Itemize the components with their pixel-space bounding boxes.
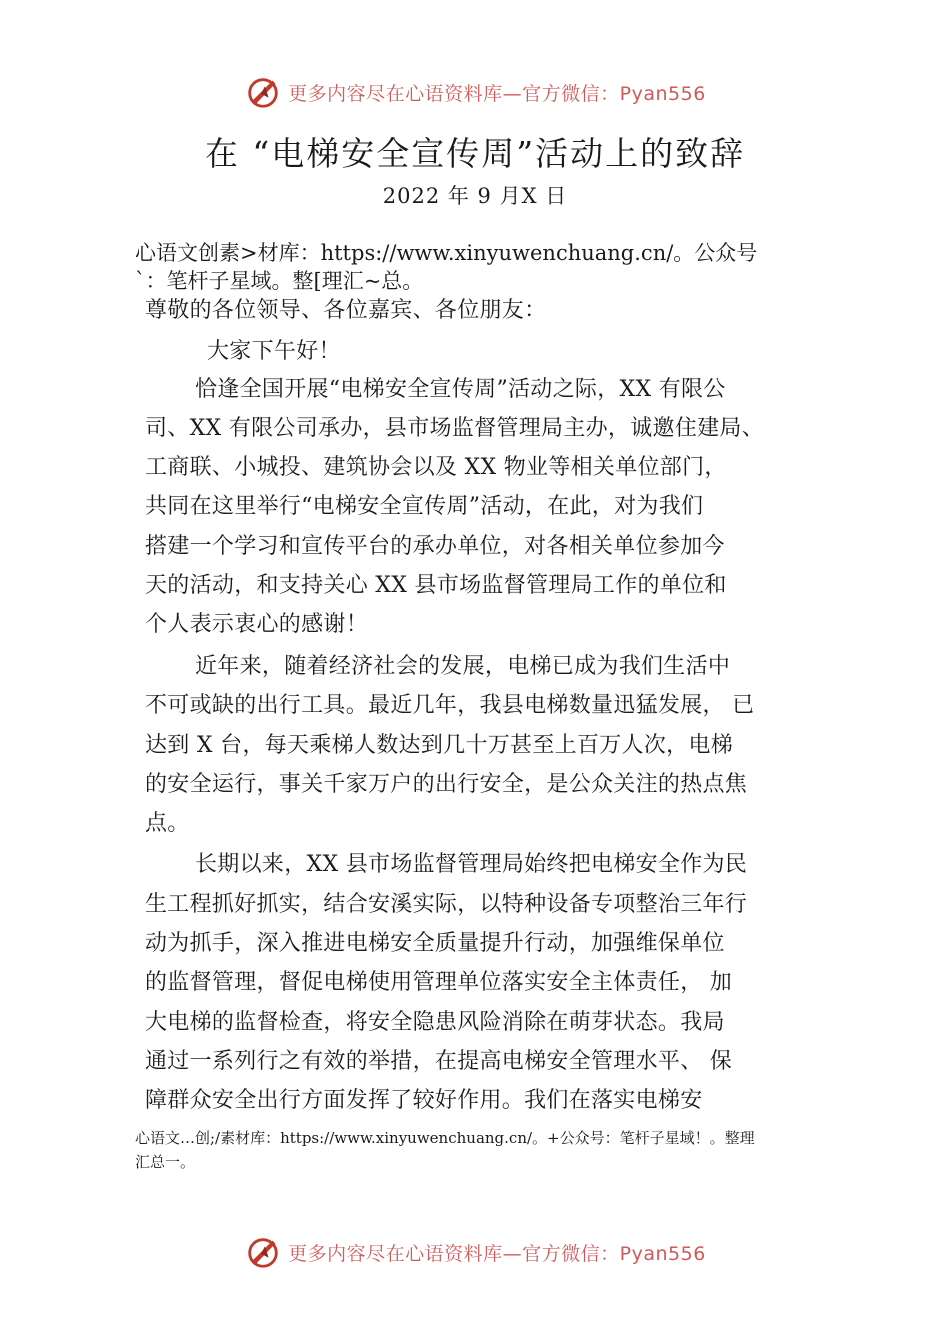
footnote-line: 心语文…创;/素材库：https://www.xinyuwenchuang.cn/。+公众号：笔杆子星域！。整理 <box>135 1129 755 1147</box>
brush-circle-logo-icon <box>244 1233 282 1271</box>
body-text-line: 点。 <box>145 811 190 836</box>
body-text-line: 工商联、小城投、建筑协会以及 XX 物业等相关单位部门， <box>145 455 727 480</box>
source-note-line: `：笔杆子星域。整[理汇~总。 <box>135 269 424 293</box>
body-text-line: 动为抓手，深入推进电梯安全质量提升行动，加强维保单位 <box>145 931 725 956</box>
body-text-line: 司、XX 有限公司承办，县市场监督管理局主办，诚邀住建局、 <box>145 416 765 441</box>
body-text-line: 长期以来，XX 县市场监督管理局始终把电梯安全作为民 <box>195 852 748 877</box>
body-text-line: 大电梯的监督检查，将安全隐患风险消除在萌芽状态。我局 <box>145 1010 725 1035</box>
body-text-line: 不可或缺的出行工具。最近几年，我县电梯数量迅猛发展， 已 <box>145 693 755 718</box>
body-text-line: 搭建一个学习和宣传平台的承办单位，对各相关单位参加今 <box>145 534 725 559</box>
body-text-line: 恰逢全国开展“电梯安全宣传周”活动之际，XX 有限公 <box>195 377 726 402</box>
body-text-line: 的安全运行，事关千家万户的出行安全，是公众关注的热点焦 <box>145 772 748 797</box>
body-text-line: 共同在这里举行“电梯安全宣传周”活动，在此，对为我们 <box>145 494 704 519</box>
page-title: 在 “电梯安全宣传周”活动上的致辞 <box>204 134 746 173</box>
header-banner-text: 更多内容尽在心语资料库—官方微信：Pyan556 <box>288 82 706 105</box>
body-text-line: 生工程抓好抓实，结合安溪实际，以特种设备专项整治三年行 <box>145 892 748 917</box>
source-note-line: 心语文创素>材库：https://www.xinyuwenchuang.cn/。公众号 <box>135 241 758 265</box>
body-text-line: 尊敬的各位领导、各位嘉宾、各位朋友： <box>145 298 547 323</box>
document-date: 2022 年 9 月X 日 <box>382 184 568 208</box>
footer-banner-text: 更多内容尽在心语资料库—官方微信：Pyan556 <box>288 1242 706 1265</box>
body-text-line: 的监督管理，督促电梯使用管理单位落实安全主体责任， 加 <box>145 970 733 995</box>
body-text-line: 大家下午好！ <box>207 339 341 364</box>
body-text-line: 达到 X 台，每天乘梯人数达到几十万甚至上百万人次，电梯 <box>145 733 734 758</box>
footnote-line: 汇总一。 <box>135 1153 196 1171</box>
body-text-line: 通过一系列行之有效的举措，在提高电梯安全管理水平、 保 <box>145 1049 733 1074</box>
header-banner <box>0 70 950 114</box>
footer-banner <box>0 1230 950 1274</box>
body-text-line: 近年来，随着经济社会的发展，电梯已成为我们生活中 <box>195 654 731 679</box>
body-text-line: 障群众安全出行方面发挥了较好作用。我们在落实电梯安 <box>145 1088 703 1113</box>
body-text-line: 天的活动，和支持关心 XX 县市场监督管理局工作的单位和 <box>145 573 727 598</box>
brush-circle-logo-icon <box>244 73 282 111</box>
body-text-line: 个人表示衷心的感谢！ <box>145 612 369 637</box>
